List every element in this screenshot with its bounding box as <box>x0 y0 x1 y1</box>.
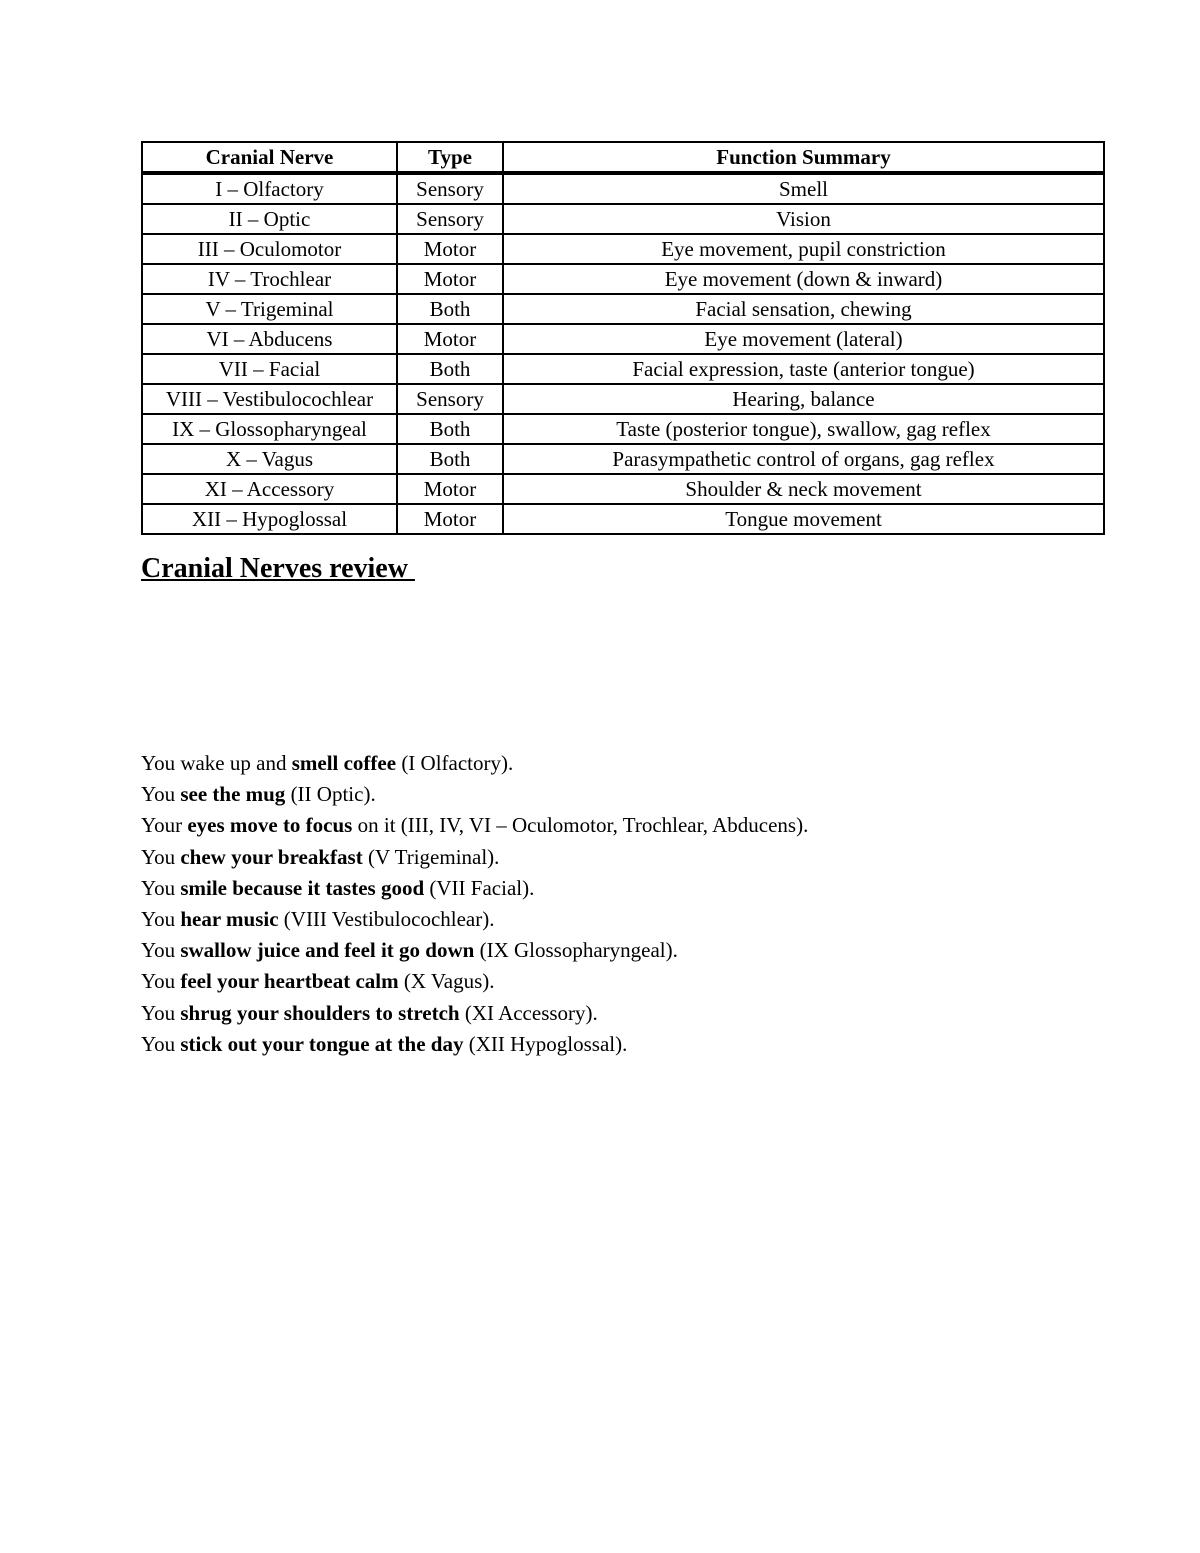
story-emphasis: stick out your tongue at the day <box>180 1031 464 1056</box>
cell-type: Both <box>397 294 503 324</box>
story-emphasis: hear music <box>180 907 279 932</box>
story-emphasis: smell coffee <box>291 751 397 775</box>
cell-function: Facial sensation, chewing <box>503 294 1104 324</box>
cell-function: Eye movement (down & inward) <box>503 264 1104 294</box>
cell-nerve: IV – Trochlear <box>142 264 397 294</box>
table-row <box>142 414 1104 444</box>
cell-type: Motor <box>397 504 503 534</box>
story-text: You <box>141 875 181 900</box>
page-title: Cranial Nerves review <box>141 553 415 584</box>
cell-function: Taste (posterior tongue), swallow, gag reflex <box>503 414 1104 444</box>
table-header-row <box>142 142 1104 173</box>
story-nerve-ref: (XII Hypoglossal). <box>463 1031 628 1056</box>
story-line <box>141 966 808 997</box>
cell-function: Shoulder & neck movement <box>503 474 1104 504</box>
story-text: You <box>141 782 181 807</box>
cell-nerve: IX – Glossopharyngeal <box>142 414 397 444</box>
story-line <box>141 810 808 841</box>
story-line <box>141 904 808 935</box>
cell-function: Smell <box>503 173 1104 204</box>
story-emphasis: eyes move to focus <box>187 813 353 838</box>
cell-type: Sensory <box>397 384 503 414</box>
cell-function: Hearing, balance <box>503 384 1104 414</box>
story-line <box>141 748 808 779</box>
story-nerve-ref: (V Trigeminal). <box>362 844 500 869</box>
cell-type: Motor <box>397 324 503 354</box>
cell-function: Eye movement (lateral) <box>503 324 1104 354</box>
cell-type: Both <box>397 414 503 444</box>
story-text: You <box>141 1031 181 1056</box>
story-emphasis: smile because it tastes good <box>180 875 425 900</box>
story-nerve-ref: (XI Accessory). <box>459 1000 598 1025</box>
cell-function: Facial expression, taste (anterior tongue) <box>503 354 1104 384</box>
cell-function: Vision <box>503 204 1104 234</box>
cell-nerve: III – Oculomotor <box>142 234 397 264</box>
cell-nerve: II – Optic <box>142 204 397 234</box>
cell-type: Both <box>397 354 503 384</box>
table-row <box>142 294 1104 324</box>
story-nerve-ref: on it (III, IV, VI – Oculomotor, Trochlear, Abducens). <box>352 813 809 838</box>
table-row <box>142 204 1104 234</box>
table-row <box>142 264 1104 294</box>
cell-nerve: XII – Hypoglossal <box>142 504 397 534</box>
story-nerve-ref: (IX Glossopharyngeal). <box>474 938 678 963</box>
story-text: You <box>141 907 181 932</box>
story-nerve-ref: (X Vagus). <box>398 969 495 994</box>
story-emphasis: feel your heartbeat calm <box>180 969 399 994</box>
story-emphasis: see the mug <box>180 782 286 807</box>
table-row <box>142 444 1104 474</box>
cell-type: Both <box>397 444 503 474</box>
story-text: You <box>141 1000 181 1025</box>
cell-type: Sensory <box>397 173 503 204</box>
cell-function: Parasympathetic control of organs, gag reflex <box>503 444 1104 474</box>
story-emphasis: chew your breakfast <box>180 844 363 869</box>
story-nerve-ref: (VII Facial). <box>424 875 535 900</box>
story-list <box>141 748 808 1060</box>
cell-nerve: V – Trigeminal <box>142 294 397 324</box>
story-line <box>141 779 808 810</box>
table-body <box>142 173 1104 534</box>
table-row <box>142 324 1104 354</box>
story-text: You <box>141 938 181 963</box>
cell-type: Motor <box>397 264 503 294</box>
story-emphasis: shrug your shoulders to stretch <box>180 1000 460 1025</box>
cell-nerve: I – Olfactory <box>142 173 397 204</box>
story-line <box>141 873 808 904</box>
story-nerve-ref: (II Optic). <box>285 782 376 807</box>
story-text: You <box>141 844 181 869</box>
story-line <box>141 935 808 966</box>
table-row <box>142 354 1104 384</box>
story-text: You wake up and <box>141 751 292 775</box>
table-row <box>142 384 1104 414</box>
story-text: Your <box>141 813 188 838</box>
story-emphasis: swallow juice and feel it go down <box>180 938 475 963</box>
table-row <box>142 234 1104 264</box>
cell-nerve: VIII – Vestibulocochlear <box>142 384 397 414</box>
cell-type: Sensory <box>397 204 503 234</box>
table-row <box>142 474 1104 504</box>
header-type: Type <box>397 142 503 173</box>
cell-nerve: X – Vagus <box>142 444 397 474</box>
cell-type: Motor <box>397 234 503 264</box>
story-text: You <box>141 969 181 994</box>
cell-function: Tongue movement <box>503 504 1104 534</box>
cell-nerve: XI – Accessory <box>142 474 397 504</box>
cell-nerve: VII – Facial <box>142 354 397 384</box>
cell-type: Motor <box>397 474 503 504</box>
story-line <box>141 1029 808 1060</box>
story-line <box>141 842 808 873</box>
cranial-nerves-table <box>141 141 1105 535</box>
header-cranial-nerve: Cranial Nerve <box>142 142 397 173</box>
cell-function: Eye movement, pupil constriction <box>503 234 1104 264</box>
story-line <box>141 998 808 1029</box>
story-nerve-ref: (I Olfactory). <box>396 751 514 775</box>
header-function-summary: Function Summary <box>503 142 1104 173</box>
table-row <box>142 504 1104 534</box>
cell-nerve: VI – Abducens <box>142 324 397 354</box>
story-nerve-ref: (VIII Vestibulocochlear). <box>278 907 495 932</box>
table-row <box>142 173 1104 204</box>
